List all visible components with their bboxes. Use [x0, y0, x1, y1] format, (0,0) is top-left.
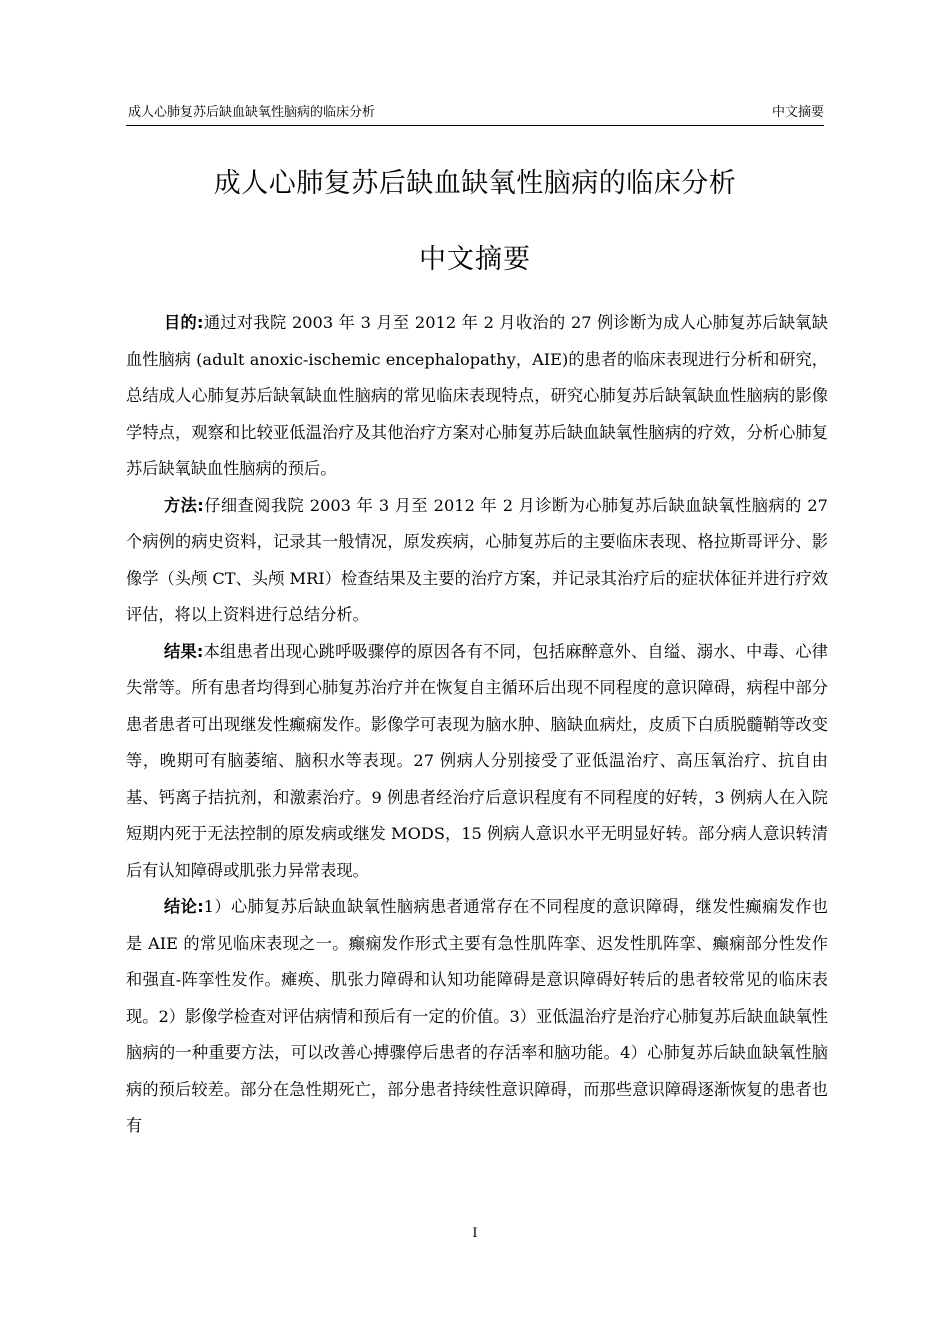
- paragraph-text: 1）心肺复苏后缺血缺氧性脑病患者通常存在不同程度的意识障碍，继发性癫痫发作也是 AIE 的常见临床表现之一。癫痫发作形式主要有急性肌阵挛、迟发性肌阵挛、癫痫部分性发作和强直-阵挛性发作。瘫痪、肌张力障碍和认知功能障碍是意识障碍好转后的患者较常见的临床表现。2）影像学检查对评估病情和预后有一定的价值。3）亚低温治疗是治疗心肺复苏后缺血缺氧性脑病的一种重要方法，可以改善心搏骤停后患者的存活率和脑功能。4）心肺复苏后缺血缺氧性脑病的预后较差。部分在急性期死亡，部分患者持续性意识障碍，而那些意识障碍逐渐恢复的患者也有: [126, 897, 828, 1135]
- paragraph-results: [126, 634, 828, 890]
- page-number: I: [472, 1226, 478, 1241]
- paragraph-objective: [126, 305, 828, 488]
- running-header: [126, 103, 824, 126]
- paragraph-conclusion: [126, 889, 828, 1145]
- header-thesis-title: 成人心肺复苏后缺血缺氧性脑病的临床分析: [128, 105, 376, 120]
- section-heading: 中文摘要: [419, 244, 531, 275]
- paragraph-label: 结论:: [164, 897, 204, 916]
- paragraph-label: 方法:: [164, 495, 204, 515]
- paragraph-method: [126, 488, 828, 634]
- paragraph-label: 结果:: [164, 641, 204, 661]
- document-title: 成人心肺复苏后缺血缺氧性脑病的临床分析: [213, 168, 737, 199]
- paragraph-text: 通过对我院 2003 年 3 月至 2012 年 2 月收治的 27 例诊断为成人心肺复苏后缺氧缺血性脑病 (adult anoxic-ischemic encephalopathy，AIE)的患者的临床表现进行分析和研究，总结成人心肺复苏后缺氧缺血性脑病的常见临床表现特点，研究心肺复苏后缺氧缺血性脑病的影像学特点，观察和比较亚低温治疗及其他治疗方案对心肺复苏后缺血缺氧性脑病的疗效，分析心肺复苏后缺氧缺血性脑病的预后。: [126, 313, 828, 478]
- header-section-name: 中文摘要: [771, 105, 824, 120]
- paragraph-label: 目的:: [164, 313, 204, 332]
- paragraph-text: 仔细查阅我院 2003 年 3 月至 2012 年 2 月诊断为心肺复苏后缺血缺氧性脑病的 27 个病例的病史资料，记录其一般情况，原发疾病，心肺复苏后的主要临床表现、格拉斯哥评分、影像学（头颅 CT、头颅 MRI）检查结果及主要的治疗方案，并记录其治疗后的症状体征并进行疗效评估，将以上资料进行总结分析。: [126, 495, 828, 624]
- paragraph-text: 本组患者出现心跳呼吸骤停的原因各有不同，包括麻醉意外、自缢、溺水、中毒、心律失常等。所有患者均得到心肺复苏治疗并在恢复自主循环后出现不同程度的意识障碍，病程中部分患者患者可出现继发性癫痫发作。影像学可表现为脑水肿、脑缺血病灶，皮质下白质脱髓鞘等改变等，晚期可有脑萎缩、脑积水等表现。27 例病人分别接受了亚低温治疗、高压氧治疗、抗自由基、钙离子拮抗剂，和激素治疗。9 例患者经治疗后意识程度有不同程度的好转，3 例病人在入院短期内死于无法控制的原发病或继发 MODS，15 例病人意识水平无明显好转。部分病人意识转清后有认知障碍或肌张力异常表现。: [126, 641, 828, 880]
- abstract-body: [126, 305, 828, 1145]
